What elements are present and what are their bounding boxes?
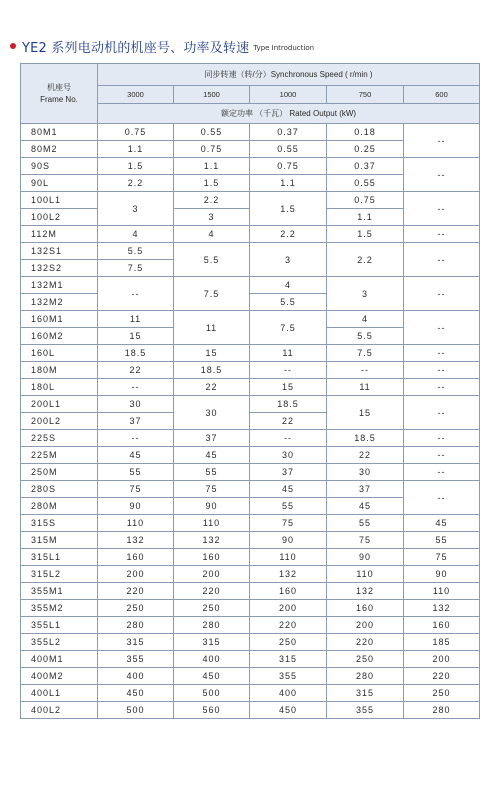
power-cell: 0.75 [174, 141, 250, 158]
power-cell: 0.18 [327, 124, 404, 141]
power-cell: -- [404, 311, 480, 345]
table-row [21, 192, 480, 209]
table-row [21, 651, 480, 668]
power-cell: 0.37 [250, 124, 327, 141]
power-cell: 220 [98, 583, 174, 600]
power-cell: 30 [98, 396, 174, 413]
power-cell: 5.5 [174, 243, 250, 277]
power-cell: 11 [98, 311, 174, 328]
power-cell: 110 [404, 583, 480, 600]
power-cell: 160 [250, 583, 327, 600]
bullet-dot-icon [10, 43, 16, 49]
power-cell: 560 [174, 702, 250, 719]
power-cell: -- [98, 379, 174, 396]
power-cell: 160 [98, 549, 174, 566]
title-main: YE2 系列电动机的机座号、功率及转速 [22, 40, 250, 56]
frame-cell: 400M1 [21, 651, 98, 668]
power-cell: 0.55 [327, 175, 404, 192]
power-cell: -- [404, 124, 480, 158]
power-cell: 220 [404, 668, 480, 685]
frame-cell: 90S [21, 158, 98, 175]
power-cell: 5.5 [98, 243, 174, 260]
power-cell: 22 [174, 379, 250, 396]
power-cell: 450 [250, 702, 327, 719]
frame-cell: 315L2 [21, 566, 98, 583]
table-row [21, 345, 480, 362]
power-cell: 200 [404, 651, 480, 668]
power-cell: 110 [174, 515, 250, 532]
power-cell: 110 [98, 515, 174, 532]
power-cell: 220 [174, 583, 250, 600]
frame-cell: 315L1 [21, 549, 98, 566]
power-cell: 250 [174, 600, 250, 617]
power-cell: 132 [98, 532, 174, 549]
frame-cell: 355M2 [21, 600, 98, 617]
power-cell: 200 [174, 566, 250, 583]
power-cell: 18.5 [250, 396, 327, 413]
power-cell: -- [404, 158, 480, 192]
power-cell: -- [98, 277, 174, 311]
power-cell: 45 [98, 447, 174, 464]
power-cell: 200 [327, 617, 404, 634]
frame-cell: 315S [21, 515, 98, 532]
power-cell: 90 [404, 566, 480, 583]
frame-cell: 180L [21, 379, 98, 396]
speed-3000-header: 3000 [98, 86, 174, 104]
power-cell: 3 [174, 209, 250, 226]
table-row [21, 566, 480, 583]
power-cell: 1.5 [174, 175, 250, 192]
power-cell: 110 [250, 549, 327, 566]
power-cell: 5.5 [327, 328, 404, 345]
power-cell: 500 [174, 685, 250, 702]
table-row [21, 617, 480, 634]
table-row [21, 702, 480, 719]
power-cell: 132 [327, 583, 404, 600]
power-cell: 132 [174, 532, 250, 549]
table-header [21, 64, 480, 124]
power-cell: 200 [250, 600, 327, 617]
frame-cell: 250M [21, 464, 98, 481]
frame-cell: 225M [21, 447, 98, 464]
table-row [21, 668, 480, 685]
power-cell: -- [404, 481, 480, 515]
frame-cell: 315M [21, 532, 98, 549]
table-row [21, 481, 480, 498]
power-cell: -- [404, 447, 480, 464]
power-cell: 220 [327, 634, 404, 651]
frame-cell: 225S [21, 430, 98, 447]
power-cell: 315 [250, 651, 327, 668]
table-body [21, 124, 480, 719]
frame-header [21, 64, 98, 124]
power-cell: 250 [250, 634, 327, 651]
power-cell: 1.1 [98, 141, 174, 158]
speed-1000-header: 1000 [250, 86, 327, 104]
power-cell: 75 [250, 515, 327, 532]
power-cell: 160 [327, 600, 404, 617]
power-cell: 2.2 [174, 192, 250, 209]
power-cell: 4 [98, 226, 174, 243]
power-cell: 500 [98, 702, 174, 719]
power-cell: -- [404, 464, 480, 481]
power-cell: -- [250, 362, 327, 379]
frame-cell: 112M [21, 226, 98, 243]
table-row [21, 685, 480, 702]
power-cell: 37 [98, 413, 174, 430]
power-cell: 30 [174, 396, 250, 430]
power-cell: 7.5 [327, 345, 404, 362]
frame-cell: 355L1 [21, 617, 98, 634]
power-cell: 2.2 [250, 226, 327, 243]
power-cell: 250 [327, 651, 404, 668]
power-cell: 75 [404, 549, 480, 566]
power-cell: 7.5 [174, 277, 250, 311]
power-cell: 5.5 [250, 294, 327, 311]
frame-cell: 100L1 [21, 192, 98, 209]
power-cell: 3 [98, 192, 174, 226]
power-cell: -- [404, 430, 480, 447]
power-cell: 1.5 [327, 226, 404, 243]
frame-cell: 355M1 [21, 583, 98, 600]
section-title [10, 36, 314, 56]
power-cell: 22 [250, 413, 327, 430]
power-cell: 400 [174, 651, 250, 668]
frame-cell: 160M1 [21, 311, 98, 328]
power-cell: 200 [98, 566, 174, 583]
power-cell: 90 [98, 498, 174, 515]
table-row [21, 600, 480, 617]
power-cell: 55 [250, 498, 327, 515]
power-cell: 3 [327, 277, 404, 311]
power-cell: 3 [250, 243, 327, 277]
frame-cell: 100L2 [21, 209, 98, 226]
power-cell: 160 [404, 617, 480, 634]
table-row [21, 396, 480, 413]
power-cell: 45 [174, 447, 250, 464]
frame-cell: 132M2 [21, 294, 98, 311]
power-cell: 315 [174, 634, 250, 651]
power-header: 额定功率 （千瓦） Rated Output (kW) [98, 104, 480, 124]
power-cell: 315 [98, 634, 174, 651]
power-cell: 90 [327, 549, 404, 566]
table-row [21, 379, 480, 396]
frame-cell: 132S1 [21, 243, 98, 260]
table-row [21, 464, 480, 481]
table-row [21, 226, 480, 243]
power-cell: 18.5 [174, 362, 250, 379]
power-cell: 7.5 [250, 311, 327, 345]
frame-power-table [20, 63, 480, 719]
frame-cell: 400L2 [21, 702, 98, 719]
table-row [21, 447, 480, 464]
power-cell: 30 [250, 447, 327, 464]
power-cell: 1.5 [250, 192, 327, 226]
power-cell: 132 [250, 566, 327, 583]
power-cell: 220 [250, 617, 327, 634]
power-cell: -- [327, 362, 404, 379]
table-row [21, 583, 480, 600]
power-cell: 11 [250, 345, 327, 362]
frame-header-en: Frame No. [40, 94, 78, 104]
power-cell: 450 [98, 685, 174, 702]
power-cell: 280 [98, 617, 174, 634]
power-cell: 0.55 [174, 124, 250, 141]
power-cell: 280 [404, 702, 480, 719]
power-cell: 0.37 [327, 158, 404, 175]
power-cell: 45 [404, 515, 480, 532]
power-cell: 7.5 [98, 260, 174, 277]
power-cell: 280 [327, 668, 404, 685]
power-cell: 355 [327, 702, 404, 719]
frame-cell: 80M2 [21, 141, 98, 158]
frame-cell: 200L2 [21, 413, 98, 430]
table-row [21, 549, 480, 566]
frame-cell: 200L1 [21, 396, 98, 413]
power-cell: 37 [327, 481, 404, 498]
power-cell: 355 [98, 651, 174, 668]
table-row [21, 634, 480, 651]
power-cell: 0.75 [250, 158, 327, 175]
table-row [21, 532, 480, 549]
power-cell: 0.75 [327, 192, 404, 209]
speed-header: 同步转速（转/分）Synchronous Speed ( r/min ) [98, 64, 480, 86]
power-cell: 15 [250, 379, 327, 396]
title-sub: Type Introduction [253, 43, 315, 52]
frame-cell: 90L [21, 175, 98, 192]
power-cell: -- [404, 277, 480, 311]
power-cell: 55 [98, 464, 174, 481]
power-cell: 250 [98, 600, 174, 617]
power-cell: -- [404, 226, 480, 243]
power-cell: 22 [98, 362, 174, 379]
power-cell: 160 [174, 549, 250, 566]
table-row [21, 311, 480, 328]
power-cell: 1.5 [98, 158, 174, 175]
table-row [21, 243, 480, 260]
table-row [21, 158, 480, 175]
power-cell: 4 [174, 226, 250, 243]
power-cell: 250 [404, 685, 480, 702]
frame-cell: 80M1 [21, 124, 98, 141]
power-cell: -- [404, 396, 480, 430]
power-cell: 1.1 [327, 209, 404, 226]
power-cell: 15 [174, 345, 250, 362]
power-cell: 55 [404, 532, 480, 549]
table-row [21, 277, 480, 294]
power-cell: 450 [174, 668, 250, 685]
power-cell: 45 [250, 481, 327, 498]
power-cell: 75 [327, 532, 404, 549]
power-cell: 132 [404, 600, 480, 617]
frame-cell: 180M [21, 362, 98, 379]
power-cell: 11 [174, 311, 250, 345]
power-cell: 2.2 [98, 175, 174, 192]
frame-cell: 400M2 [21, 668, 98, 685]
power-cell: 1.1 [250, 175, 327, 192]
power-cell: -- [404, 243, 480, 277]
power-cell: 15 [98, 328, 174, 345]
frame-header-cn: 机座号 [47, 82, 71, 92]
power-cell: 0.55 [250, 141, 327, 158]
power-cell: 37 [250, 464, 327, 481]
table-row [21, 362, 480, 379]
power-cell: -- [98, 430, 174, 447]
power-cell: 90 [174, 498, 250, 515]
power-cell: 4 [327, 311, 404, 328]
frame-cell: 280M [21, 498, 98, 515]
power-cell: 1.1 [174, 158, 250, 175]
power-cell: 45 [327, 498, 404, 515]
power-cell: 11 [327, 379, 404, 396]
power-cell: 185 [404, 634, 480, 651]
power-cell: 110 [327, 566, 404, 583]
power-cell: -- [404, 379, 480, 396]
frame-cell: 132S2 [21, 260, 98, 277]
power-cell: 315 [327, 685, 404, 702]
power-cell: 2.2 [327, 243, 404, 277]
power-cell: -- [404, 192, 480, 226]
frame-cell: 400L1 [21, 685, 98, 702]
table-row [21, 430, 480, 447]
frame-cell: 160L [21, 345, 98, 362]
power-cell: 90 [250, 532, 327, 549]
power-cell: -- [404, 345, 480, 362]
table-row [21, 124, 480, 141]
frame-cell: 160M2 [21, 328, 98, 345]
power-cell: 75 [174, 481, 250, 498]
power-cell: 55 [327, 515, 404, 532]
power-cell: 18.5 [98, 345, 174, 362]
power-cell: 0.75 [98, 124, 174, 141]
speed-1500-header: 1500 [174, 86, 250, 104]
table-row [21, 515, 480, 532]
power-cell: 400 [98, 668, 174, 685]
power-cell: 4 [250, 277, 327, 294]
power-cell: 55 [174, 464, 250, 481]
power-cell: 18.5 [327, 430, 404, 447]
power-cell: 22 [327, 447, 404, 464]
speed-600-header: 600 [404, 86, 480, 104]
power-cell: 15 [327, 396, 404, 430]
power-cell: -- [404, 362, 480, 379]
power-cell: 0.25 [327, 141, 404, 158]
power-cell: 37 [174, 430, 250, 447]
frame-cell: 132M1 [21, 277, 98, 294]
power-cell: 355 [250, 668, 327, 685]
power-cell: 75 [98, 481, 174, 498]
power-cell: 400 [250, 685, 327, 702]
frame-cell: 280S [21, 481, 98, 498]
power-cell: 280 [174, 617, 250, 634]
power-cell: 30 [327, 464, 404, 481]
frame-cell: 355L2 [21, 634, 98, 651]
power-cell: -- [250, 430, 327, 447]
speed-750-header: 750 [327, 86, 404, 104]
